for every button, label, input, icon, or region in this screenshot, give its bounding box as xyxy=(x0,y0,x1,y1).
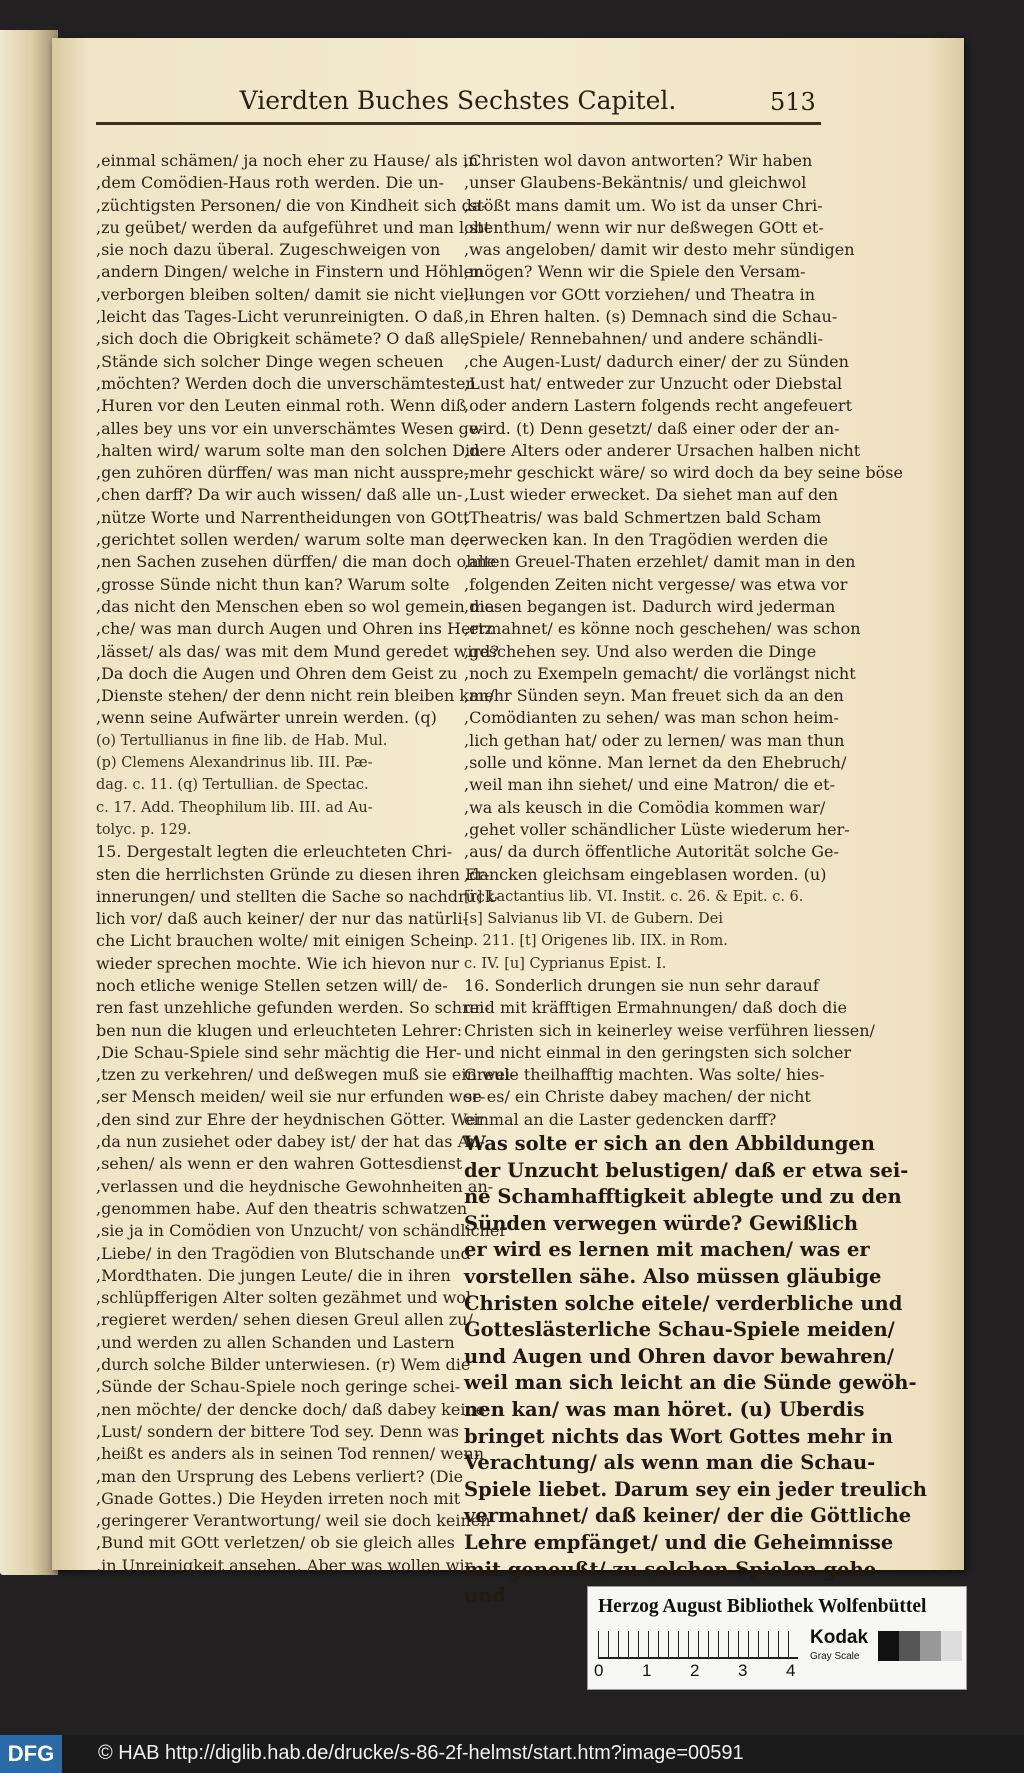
dfg-logo: DFG xyxy=(0,1735,62,1773)
text-line: ,in Unreinigkeit ansehen. Aber was wollen wir xyxy=(96,1555,473,1575)
text-line: ,grosse Sünde nicht thun kan? Warum solte xyxy=(96,574,450,594)
text-line: ren fast unzehliche gefunden werden. So schrei- xyxy=(96,998,490,1018)
text-line: ,das nicht den Menschen eben so wol gemein ma- xyxy=(96,596,500,616)
gray-scale-caption: Gray Scale xyxy=(810,1651,860,1662)
text-line: ,Spiele/ Rennebahnen/ und andere schändli- xyxy=(464,329,824,349)
text-line: ,da nun zusiehet oder dabey ist/ der hat das An- xyxy=(96,1132,485,1152)
text-line: che Licht brauchen wolte/ mit einigen Schein xyxy=(96,931,466,951)
text-line: ,regieret werden/ sehen diesen Greul allen zu/ xyxy=(96,1310,473,1330)
footnote-line: p. 211. [t] Origenes lib. IIX. in Rom. xyxy=(464,933,728,950)
text-line: ,gen zuhören dürffen/ was man nicht ausspre- xyxy=(96,463,470,483)
text-line: ,Bund mit GOtt verletzen/ ob sie gleich alles xyxy=(96,1533,455,1553)
text-line: Spiele liebet. Darum sey ein jeder treulich xyxy=(464,1477,927,1501)
text-line: ,sie ja in Comödien von Unzucht/ von schändlicher xyxy=(96,1221,507,1241)
text-line: ,wird. (t) Denn gesetzt/ daß einer oder der an- xyxy=(464,418,840,438)
text-line: ,schlüpfferigen Alter solten gezähmet und wol xyxy=(96,1288,472,1308)
footnote-line: [r] Lactantius lib. VI. Instit. c. 26. & Epit. c. 6. xyxy=(464,888,804,905)
text-line: ,dem Comödien-Haus roth werden. Die un- xyxy=(96,173,444,193)
text-line: 15. Dergestalt legten die erleuchteten Chri- xyxy=(96,842,453,862)
text-line: ,genommen habe. Auf den theatris schwatzen xyxy=(96,1198,468,1218)
text-line: Verachtung/ als wenn man die Schau- xyxy=(464,1451,876,1475)
text-line: ,ermahnet/ es könne noch geschehen/ was schon xyxy=(464,619,861,639)
text-line: ,züchtigsten Personen/ die von Kindheit sich da- xyxy=(96,195,487,215)
copyright-link[interactable]: © HAB http://diglib.hab.de/drucke/s-86-2f-helmst/start.htm?image=00591 xyxy=(98,1742,744,1764)
text-line: und mit kräfftigen Ermahnungen/ daß doch die xyxy=(464,998,847,1018)
footnote-line: c. 17. Add. Theophilum lib. III. ad Au- xyxy=(96,799,373,816)
text-line: ,Die Schau-Spiele sind sehr mächtig die Her- xyxy=(96,1042,462,1062)
text-line: Gotteslästerliche Schau-Spiele meiden/ xyxy=(464,1318,895,1342)
text-line: ,Gnade Gottes.) Die Heyden irreten noch mit xyxy=(96,1488,461,1508)
text-line: ,und werden zu allen Schanden und Lastern xyxy=(96,1332,455,1352)
text-line: Greule theilhafftig machten. Was solte/ hies- xyxy=(464,1065,825,1085)
text-line: ,nütze Worte und Narrentheidungen von GOtt xyxy=(96,507,470,527)
text-line: ben nun die klugen und erleuchteten Lehrer: xyxy=(96,1020,463,1040)
text-line: ,weil man ihn siehet/ und eine Matron/ die et- xyxy=(464,775,835,795)
footer-bar xyxy=(0,1735,1024,1773)
text-line: weil man sich leicht an die Sünde gewöh- xyxy=(464,1371,917,1395)
text-line: ,che/ was man durch Augen und Ohren ins Hertz xyxy=(96,619,493,639)
text-line: ,geringerer Verantwortung/ weil sie doch keinen xyxy=(96,1511,491,1531)
text-line: ne Schamhafftigkeit ablegte und zu den xyxy=(464,1185,902,1209)
text-line: ,che Augen-Lust/ dadurch einer/ der zu Sünden xyxy=(464,351,849,371)
text-line: ,dancken gleichsam eingeblasen worden. (u) xyxy=(464,864,827,884)
scale-number: 0 xyxy=(594,1661,604,1680)
text-line: ,oder andern Lastern folgends recht angefeuert xyxy=(464,396,852,416)
text-line: ,Sünde der Schau-Spiele noch geringe schei- xyxy=(96,1377,461,1397)
text-line: vermahnet/ daß keiner/ der die Göttliche xyxy=(464,1504,912,1528)
text-line: vorstellen sähe. Also müssen gläubige xyxy=(464,1265,882,1289)
running-head: Vierdten Buches Sechstes Capitel. xyxy=(239,86,677,115)
text-line: ,Lust hat/ entweder zur Unzucht oder Diebstal xyxy=(464,373,843,393)
text-line: ,wenn seine Aufwärter unrein werden. (q) xyxy=(96,708,437,728)
text-line: wieder sprechen mochte. Wie ich hievon nur xyxy=(96,953,460,973)
text-line: ,man den Ursprung des Lebens verliert? (Die xyxy=(96,1466,464,1486)
text-line: lich vor/ daß auch keiner/ der nur das natürli- xyxy=(96,909,469,929)
text-line: ,halten wird/ warum solte man den solchen Din- xyxy=(96,440,486,460)
text-line: 16. Sonderlich drungen sie nun sehr darauf xyxy=(464,975,819,995)
text-line: ,einmal schämen/ ja noch eher zu Hause/ als in xyxy=(96,151,479,170)
text-line: Lehre empfänget/ und die Geheimnisse xyxy=(464,1530,894,1554)
text-line: Sünden verwegen würde? Gewißlich xyxy=(464,1211,859,1235)
text-line: ,Lust/ sondern der bittere Tod sey. Denn was xyxy=(96,1421,459,1441)
text-line: ,mögen? Wenn wir die Spiele den Versam- xyxy=(464,262,806,282)
text-line: ,lungen vor GOtt vorziehen/ und Theatra in xyxy=(464,284,816,304)
text-line: ,was angeloben/ damit wir desto mehr sündigen xyxy=(464,240,855,260)
text-line: ,möchten? Werden doch die unverschämtesten xyxy=(96,373,476,393)
text-line: ,Stände sich solcher Dinge wegen scheuen xyxy=(96,351,444,371)
text-line: ,mehr Sünden seyn. Man freuet sich da an den xyxy=(464,686,844,706)
text-line: ,leicht das Tages-Licht verunreinigten. O daß xyxy=(96,307,464,327)
text-line: ,solle und könne. Man lernet da den Ehebruch/ xyxy=(464,753,847,773)
scale-number: 1 xyxy=(642,1661,652,1680)
text-line: sten die herrlichsten Gründe zu diesen ihren Er- xyxy=(96,864,490,884)
text-line: Christen sich in keinerley weise verführen liessen/ xyxy=(464,1020,875,1040)
text-line: noch etliche wenige Stellen setzen will/ de- xyxy=(96,975,448,995)
header-rule xyxy=(96,122,821,125)
text-line: ,verlassen und die heydnische Gewohnheiten an- xyxy=(96,1176,494,1196)
ruler-scale xyxy=(598,1631,798,1659)
text-line: ,den sind zur Ehre der heydnischen Götter. Wer xyxy=(96,1109,484,1129)
text-line: ,sich doch die Obrigkeit schämete? O daß alle xyxy=(96,329,470,349)
text-line: ,verborgen bleiben solten/ damit sie nicht viel- xyxy=(96,284,475,304)
text-line: und Augen und Ohren davor bewahren/ xyxy=(464,1344,894,1368)
text-line: ,sie noch dazu überal. Zugeschweigen von xyxy=(96,240,441,260)
text-line: ,wa als keusch in die Comödia kommen war/ xyxy=(464,797,826,817)
text-line: ,Lust wieder erwecket. Da siehet man auf den xyxy=(464,485,838,505)
text-line: ,Huren vor den Leuten einmal roth. Wenn diß xyxy=(96,396,467,416)
text-line: ,Mordthaten. Die jungen Leute/ die in ihren xyxy=(96,1265,451,1285)
scale-number: 3 xyxy=(738,1661,748,1680)
left-text-column xyxy=(96,150,516,1577)
footnote-line: dag. c. 11. (q) Tertullian. de Spectac. xyxy=(96,777,369,794)
text-line: ,sehen/ als wenn er den wahren Gottesdienst xyxy=(96,1154,463,1174)
text-line: ,lich gethan hat/ oder zu lernen/ was man thun xyxy=(464,730,845,750)
text-line: ,Da doch die Augen und Ohren dem Geist zu xyxy=(96,663,458,683)
library-name: Herzog August Bibliothek Wolfenbüttel xyxy=(598,1596,927,1617)
text-line: ,unser Glaubens-Bekäntnis/ und gleichwol xyxy=(464,173,807,193)
text-line: ,ser Mensch meiden/ weil sie nur erfunden wor- xyxy=(96,1087,486,1107)
text-line: innerungen/ und stellten die Sache so nachdrück- xyxy=(96,886,500,906)
library-color-target-label xyxy=(587,1586,967,1690)
text-line: ,Comödianten zu sehen/ was man schon heim- xyxy=(464,708,839,728)
text-line: ,nen Sachen zusehen dürffen/ die man doch ohne xyxy=(96,552,497,572)
scale-number: 4 xyxy=(786,1661,796,1680)
text-line: ,folgenden Zeiten nicht vergesse/ was etwa vor xyxy=(464,574,848,594)
footnote-line: (o) Tertullianus in fine lib. de Hab. Mul. xyxy=(96,732,388,749)
kodak-brand: Kodak xyxy=(810,1627,869,1648)
text-line: ,mehr geschickt wäre/ so wird doch da bey seine böse xyxy=(464,463,903,483)
text-line: ,dere Alters oder anderer Ursachen halben nicht xyxy=(464,440,861,460)
text-line: und xyxy=(464,1584,506,1608)
text-line: er wird es lernen mit machen/ was er xyxy=(464,1238,870,1262)
text-line: ,in Ehren halten. (s) Demnach sind die Schau- xyxy=(464,307,838,327)
text-line: ,stößt mans damit um. Wo ist da unser Chri- xyxy=(464,195,823,215)
text-line: ,alten Greuel-Thaten erzehlet/ damit man in den xyxy=(464,552,856,572)
text-line: ,Dienste stehen/ der denn nicht rein bleiben kan/ xyxy=(96,686,495,706)
text-line: der Unzucht belustigen/ daß er etwa sei- xyxy=(464,1158,909,1182)
previous-page-edge xyxy=(0,30,58,1575)
text-line: ,noch zu Exempeln gemacht/ die vorlängst nicht xyxy=(464,663,856,683)
text-line: ,stenthum/ wenn wir nur deßwegen GOtt et- xyxy=(464,217,824,237)
gray-scale-swatches xyxy=(878,1631,962,1661)
scale-number: 2 xyxy=(690,1661,700,1680)
text-line: se es/ ein Christe dabey machen/ der nicht xyxy=(464,1087,811,1107)
text-line: Was solte er sich an den Abbildungen xyxy=(464,1132,875,1156)
footnote-line: tolyc. p. 129. xyxy=(96,821,192,838)
text-line: mit geneußt/ zu solchen Spielen gehe xyxy=(464,1557,877,1581)
footnote-line: c. IV. [u] Cyprianus Epist. I. xyxy=(464,955,667,972)
text-line: ,lässet/ als das/ was mit dem Mund geredet wird? xyxy=(96,641,499,661)
footnote-line: (p) Clemens Alexandrinus lib. III. Pæ- xyxy=(96,755,373,772)
footnote-line: [s] Salvianus lib VI. de Gubern. Dei xyxy=(464,911,723,928)
text-line: ,Liebe/ in den Tragödien von Blutschande und xyxy=(96,1243,471,1263)
text-line: und nicht einmal in den geringsten sich solcher xyxy=(464,1042,852,1062)
text-line: ,erwecken kan. In den Tragödien werden die xyxy=(464,530,829,550)
text-line: ,geschehen sey. Und also werden die Dinge xyxy=(464,641,817,661)
text-line: ,chen darff? Da wir auch wissen/ daß alle un- xyxy=(96,485,463,505)
text-line: ,zu geübet/ werden da aufgeführet und man lobt xyxy=(96,217,491,237)
text-line: ,heißt es anders als in seinen Tod rennen/ wenn xyxy=(96,1444,485,1464)
text-line: ,tzen zu verkehren/ und deßwegen muß sie ein wei- xyxy=(96,1065,516,1085)
text-line: nen kan/ was man höret. (u) Uberdis xyxy=(464,1398,865,1421)
text-line: ,aus/ da durch öffentliche Autorität solche Ge- xyxy=(464,842,839,862)
text-line: ,Theatris/ was bald Schmertzen bald Scham xyxy=(464,507,822,527)
text-line: bringet nichts das Wort Gottes mehr in xyxy=(464,1424,893,1448)
text-line: ,gehet voller schändlicher Lüste wiederum her- xyxy=(464,819,850,839)
text-line: ,gerichtet sollen werden/ warum solte man de- xyxy=(96,530,476,550)
text-line: ,alles bey uns vor ein unverschämtes Wesen ge- xyxy=(96,418,484,438)
text-line: ,Christen wol davon antworten? Wir haben xyxy=(464,151,813,170)
text-line: Christen solche eitele/ verderbliche und xyxy=(464,1291,903,1315)
text-line: ,andern Dingen/ welche in Finstern und Höhlen xyxy=(96,262,484,282)
text-line: ,durch solche Bilder unterwiesen. (r) Wem die xyxy=(96,1355,471,1375)
text-line: einmal an die Laster gedencken darff? xyxy=(464,1109,777,1129)
page-number: 513 xyxy=(770,88,816,116)
text-line: ,diesen begangen ist. Dadurch wird jederman xyxy=(464,596,836,616)
text-line: ,nen möchte/ der dencke doch/ daß dabey keine xyxy=(96,1399,486,1419)
